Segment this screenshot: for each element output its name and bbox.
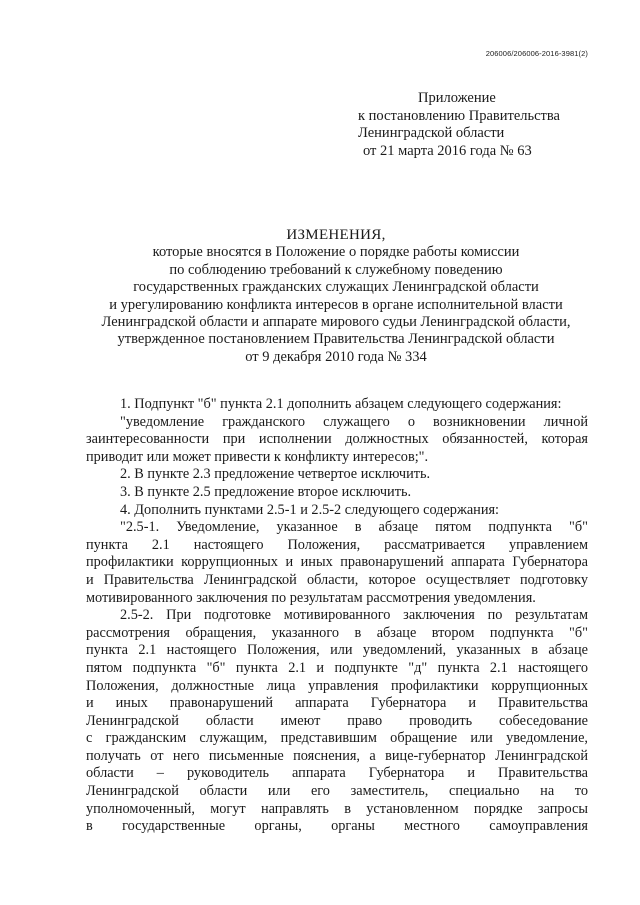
document-title <box>76 227 596 366</box>
body-line: Положения, должностные лица управления профилактики коррупционных <box>86 677 588 694</box>
appendix-block <box>348 90 560 160</box>
body-line: приводит или может привести к конфликту интересов;". <box>86 448 429 465</box>
body-line: профилактики коррупционных и иных правонарушений аппарата Губернатора <box>86 554 588 571</box>
title-line: которые вносятся в Положение о порядке работы комиссии <box>152 244 520 261</box>
body-line: пункта 2.1 настоящего Положения, или уведомлений, указанных в абзаце <box>86 642 588 659</box>
body-line: Ленинградской области или его заместитель, специально на то <box>86 783 588 800</box>
title-line: и урегулированию конфликта интересов в органе исполнительной власти <box>109 296 563 313</box>
appendix-label: Приложение <box>418 90 496 106</box>
body-line: 2. В пункте 2.3 предложение четвертое исключить. <box>120 466 431 483</box>
title-line: по соблюдению требований к служебному поведению <box>169 261 503 278</box>
body-line: и Правительства Ленинградской области, которое осуществляет подготовку <box>86 571 588 588</box>
body-line: заинтересованности при исполнении должностных обязанностей, которая <box>86 431 588 448</box>
body-line: пункта 2.1 настоящего Положения, рассматривается управлением <box>86 536 588 553</box>
body-line: Ленинградской области имеют право проводить собеседование <box>86 712 588 729</box>
body-line: области – руководитель аппарата Губернатора и Правительства <box>86 765 588 782</box>
appendix-line: к постановлению Правительства <box>358 107 560 124</box>
title-line: государственных гражданских служащих Ленинградской области <box>133 279 539 296</box>
title-line: Ленинградской области и аппарате мирового судьи Ленинградской области, <box>101 314 571 331</box>
appendix-line: Ленинградской области <box>358 125 505 141</box>
body-line: мотивированного заключения по результатам рассмотрения уведомления. <box>86 589 536 606</box>
body-line: 4. Дополнить пунктами 2.5-1 и 2.5-2 следующего содержания: <box>120 501 500 518</box>
body-line: уполномоченный, могут направлять в установленном порядке запросы <box>86 800 588 817</box>
appendix-date: от 21 марта 2016 года № 63 <box>363 142 532 159</box>
document-id: 206006/206006-2016-3981(2) <box>485 49 588 58</box>
body-line: рассмотрения обращения, указанного в абзаце втором подпункта "б" <box>86 624 588 641</box>
body-line: 1. Подпункт "б" пункта 2.1 дополнить абзацем следующего содержания: <box>120 396 562 412</box>
body-line: пятом подпункта "б" пункта 2.1 и подпункте "д" пункта 2.1 настоящего <box>86 659 588 676</box>
body-line: с гражданским служащим, представившим обращение или уведомление, <box>86 730 588 747</box>
body-line: получать от него письменные пояснения, а вице-губернатор Ленинградской <box>86 747 588 764</box>
body-line: "уведомление гражданского служащего о возникновении личной <box>120 413 588 430</box>
body-line: в государственные органы, органы местного самоуправления <box>86 818 588 835</box>
body-line: 2.5-2. При подготовке мотивированного заключения по результатам <box>120 607 588 624</box>
title-heading: ИЗМЕНЕНИЯ, <box>286 227 386 243</box>
title-line: утвержденное постановлением Правительства Ленинградской области <box>117 331 555 348</box>
body-line: "2.5-1. Уведомление, указанное в абзаце пятом подпункта "б" <box>120 519 588 536</box>
document-body <box>86 396 588 836</box>
body-line: 3. В пункте 2.5 предложение второе исключить. <box>120 483 412 500</box>
title-line: от 9 декабря 2010 года № 334 <box>245 348 427 365</box>
body-line: и иных правонарушений аппарата Губернатора и Правительства <box>86 695 588 712</box>
